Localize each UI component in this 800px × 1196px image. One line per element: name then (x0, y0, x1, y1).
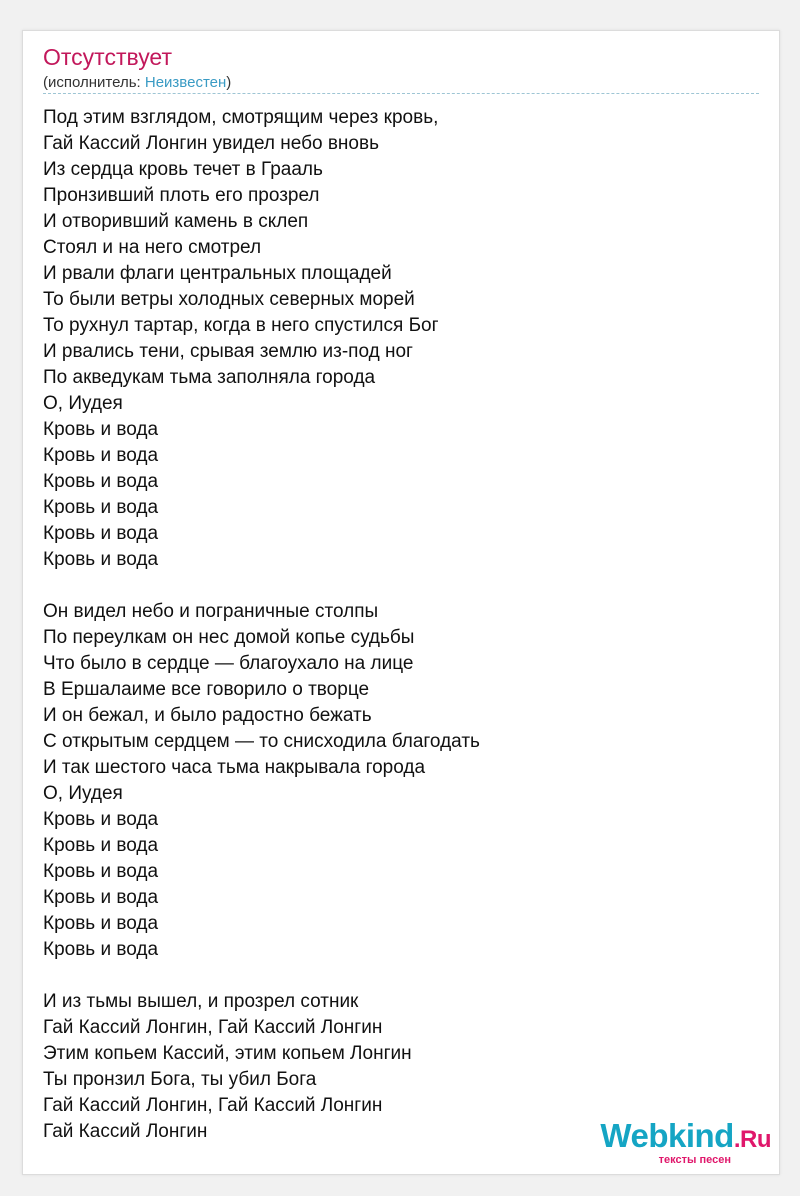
lyric-line: Гай Кассий Лонгин увидел небо вновь (43, 133, 379, 154)
lyric-line: Кровь и вода (43, 523, 159, 544)
lyric-line: Пронзивший плоть его прозрел (43, 185, 320, 206)
lyric-line: Кровь и вода (43, 913, 159, 934)
lyric-line: Гай Кассий Лонгин, Гай Кассий Лонгин (43, 1095, 383, 1116)
lyric-line: Этим копьем Кассий, этим копьем Лонгин (43, 1043, 412, 1064)
lyric-line: Кровь и вода (43, 549, 159, 570)
lyric-line: Кровь и вода (43, 419, 159, 440)
lyric-line: Кровь и вода (43, 471, 159, 492)
logo-wordmark (600, 1119, 771, 1157)
lyric-line: Под этим взглядом, смотрящим через кровь, (43, 107, 439, 128)
lyric-line: И так шестого часа тьма накрывала города (43, 757, 426, 778)
divider (43, 93, 759, 94)
lyric-line: И из тьмы вышел, и прозрел сотник (43, 991, 359, 1012)
lyric-line: И он бежал, и было радостно бежать (43, 705, 372, 726)
lyric-line: О, Иудея (43, 783, 123, 804)
lyric-line: Ты пронзил Бога, ты убил Бога (43, 1069, 317, 1090)
lyric-line: Из сердца кровь течет в Грааль (43, 159, 323, 180)
site-logo[interactable] (600, 1119, 771, 1166)
lyric-line: О, Иудея (43, 393, 123, 414)
lyric-line: То были ветры холодных северных морей (43, 289, 415, 310)
lyric-line: Кровь и вода (43, 809, 159, 830)
artist-prefix: (исполнитель: (43, 74, 145, 91)
lyric-line: Он видел небо и пограничные столпы (43, 601, 379, 622)
lyrics-text (43, 105, 763, 1145)
stanza-gap (43, 963, 763, 989)
lyric-line: Кровь и вода (43, 861, 159, 882)
lyric-line: В Ершалаиме все говорило о творце (43, 679, 370, 700)
lyric-line: И рвали флаги центральных площадей (43, 263, 392, 284)
song-title: Отсутствует (43, 44, 172, 70)
artist-link[interactable]: Неизвестен (144, 74, 227, 91)
lyric-line: Гай Кассий Лонгин (43, 1121, 208, 1142)
lyric-line: С открытым сердцем — то снисходила благодать (43, 731, 480, 752)
lyric-line: Кровь и вода (43, 445, 159, 466)
lyric-line: Кровь и вода (43, 887, 159, 908)
lyric-line: По переулкам он нес домой копье судьбы (43, 627, 415, 648)
lyric-line: И отворивший камень в склеп (43, 211, 309, 232)
lyric-line: Кровь и вода (43, 835, 159, 856)
logo-brand: Webkind (600, 1117, 734, 1154)
logo-tld: .Ru (733, 1126, 771, 1153)
lyrics-card (22, 30, 780, 1175)
lyric-line: Кровь и вода (43, 497, 159, 518)
lyric-line: То рухнул тартар, когда в него спустился Бог (43, 315, 439, 336)
artist-line (43, 73, 231, 93)
lyric-line: Что было в сердце — благоухало на лице (43, 653, 414, 674)
lyric-line: Стоял и на него смотрел (43, 237, 262, 258)
lyric-line: Кровь и вода (43, 939, 159, 960)
logo-tagline: тексты песен (658, 1154, 731, 1166)
artist-suffix: ) (226, 74, 232, 91)
lyric-line: По акведукам тьма заполняла города (43, 367, 376, 388)
stanza-gap (43, 573, 763, 599)
lyric-line: И рвались тени, срывая землю из-под ног (43, 341, 413, 362)
lyric-line: Гай Кассий Лонгин, Гай Кассий Лонгин (43, 1017, 383, 1038)
